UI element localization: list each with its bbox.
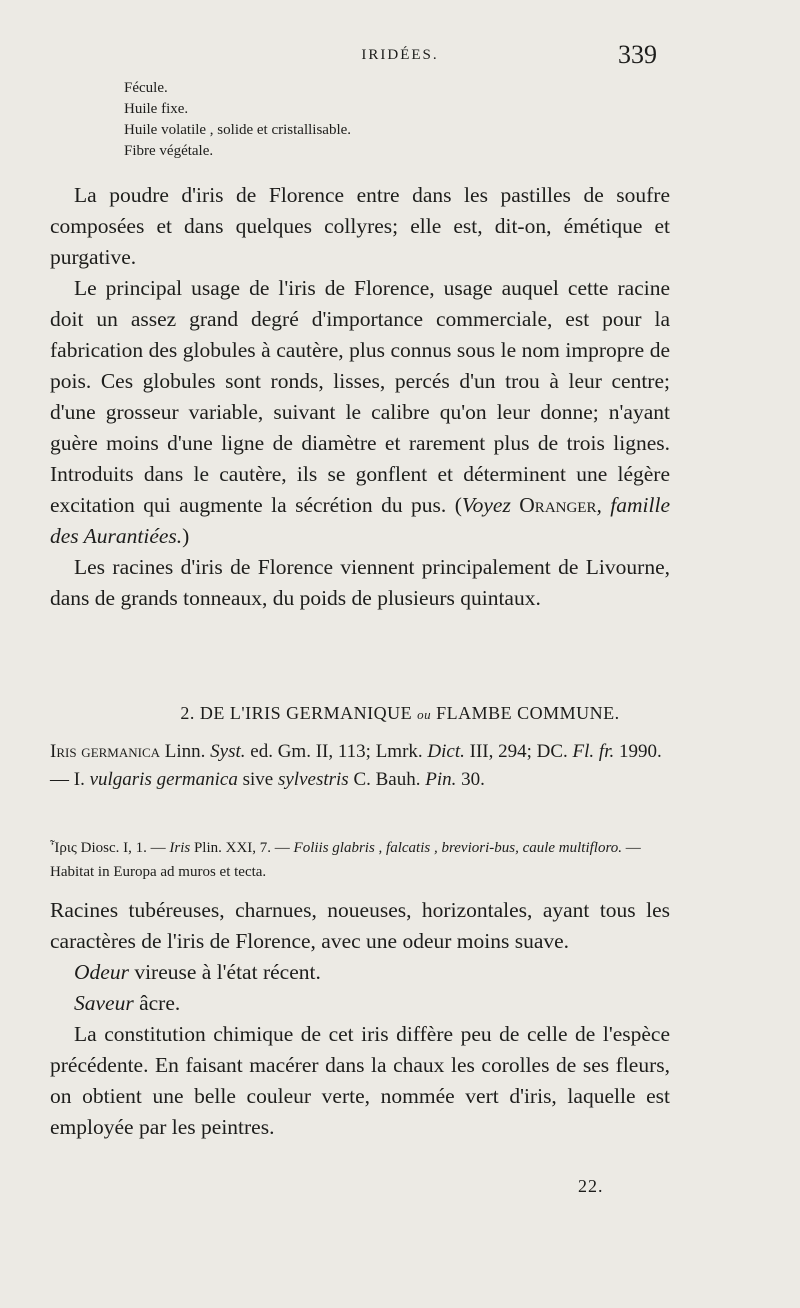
paragraph-1: La poudre d'iris de Florence entre dans les pastilles de soufre composées et dans quelques collyres; elle est, dit-on, émétique et purgative. [50,183,670,269]
note-text: — Habitat in Europa ad muros et tecta. [50,840,641,880]
syn-text: III, 294; DC. [464,741,573,762]
paragraph-3: Les racines d'iris de Florence viennent principalement de Livourne, dans de grands tonneaux, du poids de plusieurs quintaux. [50,555,670,610]
paragraph-4: Racines tubéreuses, charnues, noueuses, horizontales, ayant tous les caractères de l'iris de Florence, avec une odeur moins suave. [50,898,670,953]
page-number: 339 [618,40,657,69]
syn-ref: Pin. [425,769,457,790]
syn-text: 30. [456,769,485,790]
section-title-a: DE L'IRIS GERMANIQUE [199,703,413,723]
note-text: Ἶρις Diosc. I, 1. — [50,840,170,856]
section-title-ou: ou [417,707,432,722]
note-ref: Iris [169,840,191,856]
composition-list [124,78,351,162]
syn-text: sive [237,769,278,790]
text-block-lower [50,895,670,1143]
odeur-label: Odeur [74,960,129,984]
latin-note [50,836,670,884]
note-text: Plin. XXI, 7. — [190,840,294,856]
syn-text: 1990. — I. [50,741,662,790]
signature-mark: 22. [578,1176,604,1196]
running-header: IRIDÉES. [361,47,439,63]
text-block-upper [50,180,670,614]
paren-close: ) [182,524,190,548]
saveur-label: Saveur [74,991,134,1015]
section-heading [0,703,800,724]
paragraph-2 [50,273,670,552]
syn-text: ed. Gm. II, 113; Lmrk. [245,741,428,762]
famille-ref: , famille des Aurantiées. [50,493,671,548]
odeur-line [50,957,670,988]
syn-ref: vulgaris germanica [89,769,238,790]
paragraph-5: La constitution chimique de cet iris diffère peu de celle de l'espèce précédente. En faisant macérer dans la chaux les corolles de ses fleurs, on obtient une belle couleur verte, nommée vert d'iris, laquelle est employée par les peintres. [50,1022,670,1139]
list-item: Fibre végétale. [124,143,214,159]
syn-text: C. Bauh. [348,769,426,790]
list-item: Huile fixe. [124,101,189,117]
syn-ref: sylvestris [277,769,349,790]
syn-ref: Dict. [427,741,465,762]
syn-ref: Syst. [210,741,246,762]
voyez-ref: Voyez [461,493,511,517]
saveur-text: âcre. [133,991,181,1015]
synonymy-block [50,738,670,794]
oranger-ref: Oranger [519,493,597,517]
paragraph-2-text: Le principal usage de l'iris de Florence, usage auquel cette racine doit un assez grand degré d'importance commerciale, est pour la fabrication des globules à cautère, plus connus sous le nom impropre de pois. Ces globules sont ronds, lisses, percés d'un trou à leur centre; d'une grosseur variable, suivant le calibre qu'on leur donne; n'ayant guère moins d'une ligne de diamètre et rarement plus de trois lignes. Introduits dans le cautère, ils se gonflent et déterminent une légère excitation qui augmente la sécrétion du pus. ( [50,276,670,517]
saveur-line [50,988,670,1019]
section-number: 2. [180,703,195,723]
list-item: Huile volatile , solide et cristallisable. [124,122,352,138]
syn-text: Linn. [160,741,211,762]
list-item: Fécule. [124,80,168,96]
species-name: Iris germanica [50,741,161,762]
odeur-text: vireuse à l'état récent. [128,960,321,984]
note-ref: Foliis glabris , falcatis , breviori-bus, caule multifloro. [293,840,623,856]
section-title-b: FLAMBE COMMUNE. [436,703,620,723]
syn-ref: Fl. fr. [572,741,615,762]
